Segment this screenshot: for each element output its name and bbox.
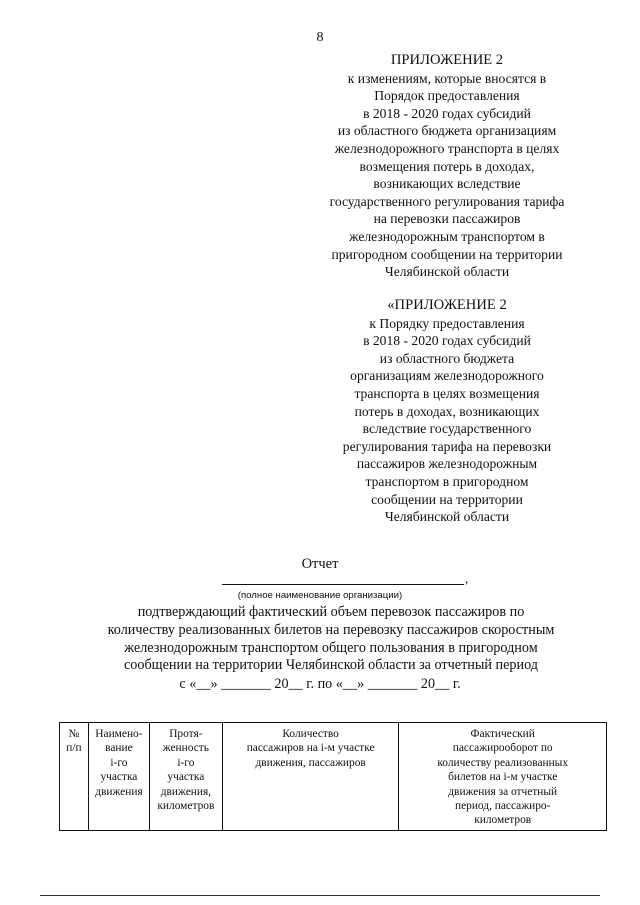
- header-line: движения за отчетный: [448, 785, 558, 798]
- appendix-amendment-line: государственного регулирования тарифа: [329, 193, 565, 209]
- page-bottom-rule: [40, 895, 600, 896]
- report-description-line: железнодорожным транспортом общего пользования в пригородном: [124, 639, 538, 656]
- header-line: i-го: [177, 756, 195, 769]
- appendix-amendment-line: Порядок предоставления: [374, 88, 520, 104]
- appendix-order-block: [292, 297, 602, 526]
- appendix-order-line: Челябинской области: [384, 509, 510, 525]
- header-line: Фактический: [470, 728, 535, 740]
- appendix-order-line: к Порядку предоставления: [369, 315, 525, 331]
- header-line: период, пассажиро-: [454, 800, 551, 813]
- appendix-amendment-line: в 2018 - 2020 годах субсидий: [363, 105, 531, 121]
- appendix-amendment-line: железнодорожным транспортом в: [349, 228, 545, 244]
- appendix-order-line: в 2018 - 2020 годах субсидий: [363, 333, 531, 349]
- appendix-amendment-line: возникающих вследствие: [373, 176, 521, 192]
- organization-name-comma: ,: [465, 571, 469, 586]
- header-section-name: [88, 723, 149, 831]
- header-line: движения: [95, 785, 143, 798]
- appendix-amendment-line: Челябинской области: [384, 264, 510, 280]
- header-line: женность: [162, 742, 209, 755]
- report-table: [59, 722, 607, 831]
- header-line: п/п: [66, 742, 82, 755]
- header-line: движения, пассажиров: [255, 756, 366, 769]
- header-line: билетов на i-м участке: [448, 771, 558, 784]
- appendix-order-line: из областного бюджета: [379, 350, 515, 366]
- header-line: №: [68, 728, 80, 740]
- header-line: количеству реализованных: [437, 756, 569, 769]
- header-line: Наимено-: [95, 728, 143, 740]
- report-title: Отчет: [301, 556, 339, 572]
- appendix-amendment-line: железнодорожного транспорта в целях: [334, 140, 560, 156]
- report-description-line: количеству реализованных билетов на перевозку пассажиров скоростным: [107, 621, 555, 638]
- appendix-amendment-line: на перевозки пассажиров: [373, 211, 521, 227]
- header-line: участка: [167, 771, 205, 784]
- header-line: i-го: [110, 756, 128, 769]
- appendix-amendment-line: из областного бюджета организациям: [337, 123, 557, 139]
- appendix-order-line: потерь в доходах, возникающих: [354, 403, 540, 419]
- table-header-row: [60, 723, 607, 831]
- appendix-order-line: регулирования тарифа на перевозки: [342, 438, 552, 454]
- header-number: [60, 723, 89, 831]
- report-description-line: сообщении на территории Челябинской области за отчетный период: [123, 657, 539, 674]
- appendix-amendment-line: пригородном сообщении на территории: [331, 246, 563, 262]
- page-number: 8: [316, 30, 324, 45]
- appendix-amendment-line: возмещения потерь в доходах,: [359, 158, 535, 174]
- appendix-order-line: организациям железнодорожного: [350, 368, 544, 384]
- report-description-line: подтверждающий фактический объем перевозок пассажиров по: [137, 604, 525, 620]
- appendix-order-line: транспортом в пригородном: [365, 473, 529, 489]
- appendix-order-line: пассажиров железнодорожным: [356, 456, 538, 472]
- appendix-order-line: вследствие государственного: [362, 421, 532, 437]
- appendix-amendment-block: [292, 52, 602, 281]
- organization-name-caption: (полное наименование организации): [237, 590, 403, 601]
- report-description: [96, 604, 566, 675]
- appendix-order-line: транспорта в целях возмещения: [354, 385, 540, 401]
- header-line: пассажиров на i-м участке: [246, 742, 375, 755]
- header-line: километров: [474, 814, 532, 827]
- report-period: с «__» _______ 20__ г. по «__» _______ 20__ г.: [179, 676, 461, 692]
- header-line: вание: [105, 742, 133, 755]
- appendix-amendment-title: ПРИЛОЖЕНИЕ 2: [390, 52, 504, 68]
- header-line: Протя-: [169, 728, 203, 740]
- header-line: километров: [157, 800, 215, 813]
- header-line: пассажирооборот по: [452, 742, 553, 755]
- appendix-order-line: сообщении на территории: [371, 491, 523, 507]
- header-passenger-count: [222, 723, 399, 831]
- header-section-length: [149, 723, 222, 831]
- appendix-order-title: «ПРИЛОЖЕНИЕ 2: [387, 297, 507, 313]
- header-line: движения,: [160, 785, 212, 798]
- header-line: Количество: [282, 728, 339, 740]
- header-passenger-turnover: [399, 723, 607, 831]
- header-line: участка: [100, 771, 138, 784]
- organization-name-blank: [222, 572, 464, 585]
- appendix-amendment-line: к изменениям, которые вносятся в: [347, 70, 547, 86]
